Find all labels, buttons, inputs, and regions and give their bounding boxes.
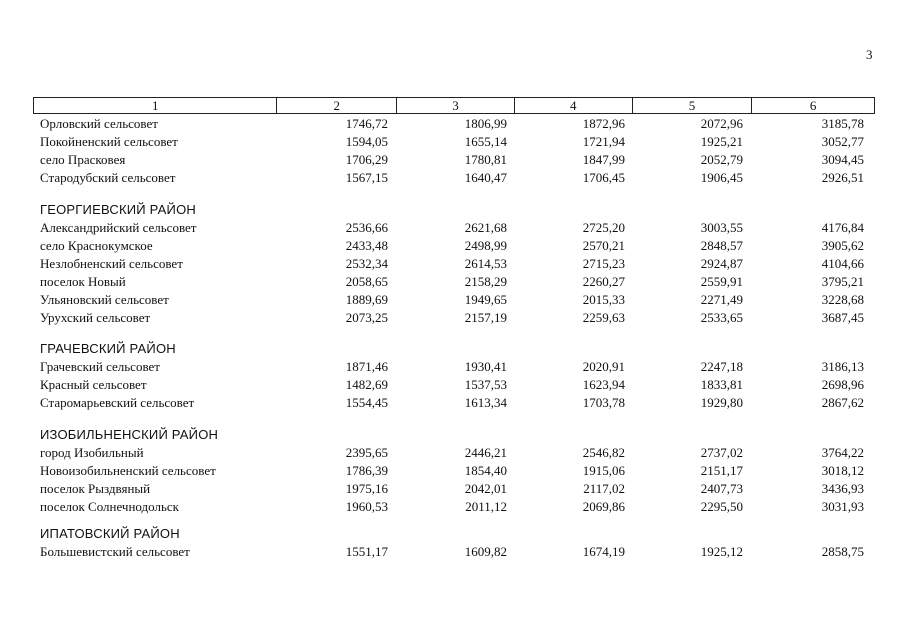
row-value: 1674,19: [582, 544, 625, 559]
row-value: 2533,65: [700, 310, 743, 325]
row-value: 2867,62: [821, 395, 864, 410]
row-value: 3003,55: [700, 220, 743, 235]
row-value: 1706,45: [582, 170, 625, 185]
header-col-6: 6: [809, 98, 817, 113]
row-value: 2570,21: [582, 238, 625, 253]
row-value: 2011,12: [465, 499, 507, 514]
row-value: 2151,17: [700, 463, 743, 478]
row-value: 4176,84: [821, 220, 864, 235]
row-name: Грачевский сельсовет: [40, 359, 160, 374]
table-row: [0, 444, 905, 462]
row-value: 1949,65: [464, 292, 507, 307]
section-title: ГРАЧЕВСКИЙ РАЙОН: [40, 341, 176, 356]
table-row: [0, 169, 905, 187]
row-value: 2072,96: [700, 116, 743, 131]
row-value: 2042,01: [464, 481, 507, 496]
row-name: Большевистский сельсовет: [40, 544, 190, 559]
row-value: 2020,91: [582, 359, 625, 374]
row-value: 1655,14: [464, 134, 507, 149]
table-row: [0, 255, 905, 273]
table-row: [0, 376, 905, 394]
row-name: Новоизобильненский сельсовет: [40, 463, 216, 478]
row-value: 2926,51: [821, 170, 864, 185]
row-value: 1613,34: [464, 395, 507, 410]
row-value: 1703,78: [582, 395, 625, 410]
table-row: [0, 237, 905, 255]
row-value: 1925,12: [700, 544, 743, 559]
header-col-3: 3: [397, 98, 515, 113]
row-value: 2559,91: [700, 274, 743, 289]
row-name: город Изобильный: [40, 445, 144, 460]
row-value: 2271,49: [700, 292, 743, 307]
row-value: 2259,63: [582, 310, 625, 325]
row-value: 1623,94: [582, 377, 625, 392]
row-value: 1847,99: [582, 152, 625, 167]
row-value: 1889,69: [345, 292, 388, 307]
row-value: 2532,34: [345, 256, 388, 271]
row-name: Старомарьевский сельсовет: [40, 395, 195, 410]
table-header: [33, 97, 875, 114]
row-value: 1594,05: [345, 134, 388, 149]
table-row: [0, 498, 905, 516]
row-value: 2715,23: [582, 256, 625, 271]
row-value: 3186,13: [821, 359, 864, 374]
row-value: 4104,66: [821, 256, 864, 271]
row-value: 3687,45: [821, 310, 864, 325]
section-title: ИПАТОВСКИЙ РАЙОН: [40, 526, 180, 541]
row-value: 3018,12: [821, 463, 864, 478]
table-row: [0, 309, 905, 327]
row-value: 2407,73: [700, 481, 743, 496]
row-value: 2848,57: [700, 238, 743, 253]
row-value: 3795,21: [821, 274, 864, 289]
row-value: 2498,99: [464, 238, 507, 253]
row-value: 2737,02: [700, 445, 743, 460]
table-row: [0, 394, 905, 412]
row-value: 3228,68: [821, 292, 864, 307]
header-col-5: 5: [633, 98, 753, 113]
row-value: 1854,40: [464, 463, 507, 478]
row-name: село Краснокумское: [40, 238, 153, 253]
row-value: 2395,65: [345, 445, 388, 460]
row-value: 3094,45: [821, 152, 864, 167]
row-value: 1960,53: [345, 499, 388, 514]
row-value: 1640,47: [464, 170, 507, 185]
row-value: 1786,39: [345, 463, 388, 478]
row-value: 2536,66: [345, 220, 388, 235]
row-value: 3436,93: [821, 481, 864, 496]
row-value: 1721,94: [582, 134, 625, 149]
row-name: Урухский сельсовет: [40, 310, 151, 325]
row-value: 2924,87: [700, 256, 743, 271]
row-name: Александрийский сельсовет: [40, 220, 197, 235]
table-row: [0, 543, 905, 561]
row-value: 2015,33: [582, 292, 625, 307]
row-value: 1906,45: [700, 170, 743, 185]
page-number: 3: [866, 47, 873, 62]
row-value: 3185,78: [821, 116, 864, 131]
row-value: 1609,82: [464, 544, 507, 559]
row-name: Стародубский сельсовет: [40, 170, 176, 185]
row-value: 1706,29: [345, 152, 388, 167]
row-value: 2073,25: [345, 310, 388, 325]
row-value: 2158,29: [464, 274, 507, 289]
section-title: ГЕОРГИЕВСКИЙ РАЙОН: [40, 202, 196, 217]
header-col-4: 4: [515, 98, 633, 113]
row-name: Покойненский сельсовет: [40, 134, 178, 149]
table-row: [0, 115, 905, 133]
row-value: 1929,80: [700, 395, 743, 410]
row-value: 2858,75: [821, 544, 864, 559]
row-value: 2157,19: [464, 310, 507, 325]
row-value: 1780,81: [464, 152, 507, 167]
row-name: поселок Рыздвяный: [40, 481, 151, 496]
row-value: 1925,21: [700, 134, 743, 149]
table-row: [0, 462, 905, 480]
row-value: 2621,68: [464, 220, 507, 235]
row-value: 2725,20: [582, 220, 625, 235]
table-row: [0, 219, 905, 237]
row-value: 3905,62: [821, 238, 864, 253]
row-value: 2052,79: [700, 152, 743, 167]
row-value: 3031,93: [821, 499, 864, 514]
row-value: 3764,22: [821, 445, 864, 460]
row-value: 1806,99: [464, 116, 507, 131]
row-name: Незлобненский сельсовет: [40, 256, 183, 271]
header-col-2: 2: [277, 98, 397, 113]
header-col-1: 1: [34, 98, 277, 113]
row-value: 2069,86: [582, 499, 625, 514]
row-value: 2446,21: [464, 445, 507, 460]
row-value: 2058,65: [345, 274, 388, 289]
row-name: поселок Новый: [40, 274, 126, 289]
row-value: 1930,41: [464, 359, 507, 374]
row-value: 2247,18: [700, 359, 743, 374]
row-name: поселок Солнечнодольск: [40, 499, 179, 514]
row-value: 1872,96: [582, 116, 625, 131]
row-value: 2260,27: [582, 274, 625, 289]
row-value: 2117,02: [583, 481, 625, 496]
row-value: 1482,69: [345, 377, 388, 392]
row-name: Красный сельсовет: [40, 377, 147, 392]
row-value: 1567,15: [345, 170, 388, 185]
row-value: 1975,16: [345, 481, 388, 496]
table-row: [0, 273, 905, 291]
row-value: 2433,48: [345, 238, 388, 253]
row-value: 2614,53: [464, 256, 507, 271]
row-name: Орловский сельсовет: [40, 116, 158, 131]
row-name: село Прасковея: [40, 152, 126, 167]
row-value: 1551,17: [345, 544, 388, 559]
row-name: Ульяновский сельсовет: [40, 292, 169, 307]
row-value: 1554,45: [345, 395, 388, 410]
table-row: [0, 133, 905, 151]
row-value: 2295,50: [700, 499, 743, 514]
row-value: 3052,77: [821, 134, 864, 149]
table-row: [0, 291, 905, 309]
row-value: 1871,46: [345, 359, 388, 374]
row-value: 2698,96: [821, 377, 864, 392]
table-row: [0, 480, 905, 498]
table-row: [0, 358, 905, 376]
section-title: ИЗОБИЛЬНЕНСКИЙ РАЙОН: [40, 427, 219, 442]
row-value: 2546,82: [582, 445, 625, 460]
table-row: [0, 151, 905, 169]
row-value: 1833,81: [700, 377, 743, 392]
row-value: 1746,72: [345, 116, 388, 131]
row-value: 1915,06: [582, 463, 625, 478]
row-value: 1537,53: [464, 377, 507, 392]
